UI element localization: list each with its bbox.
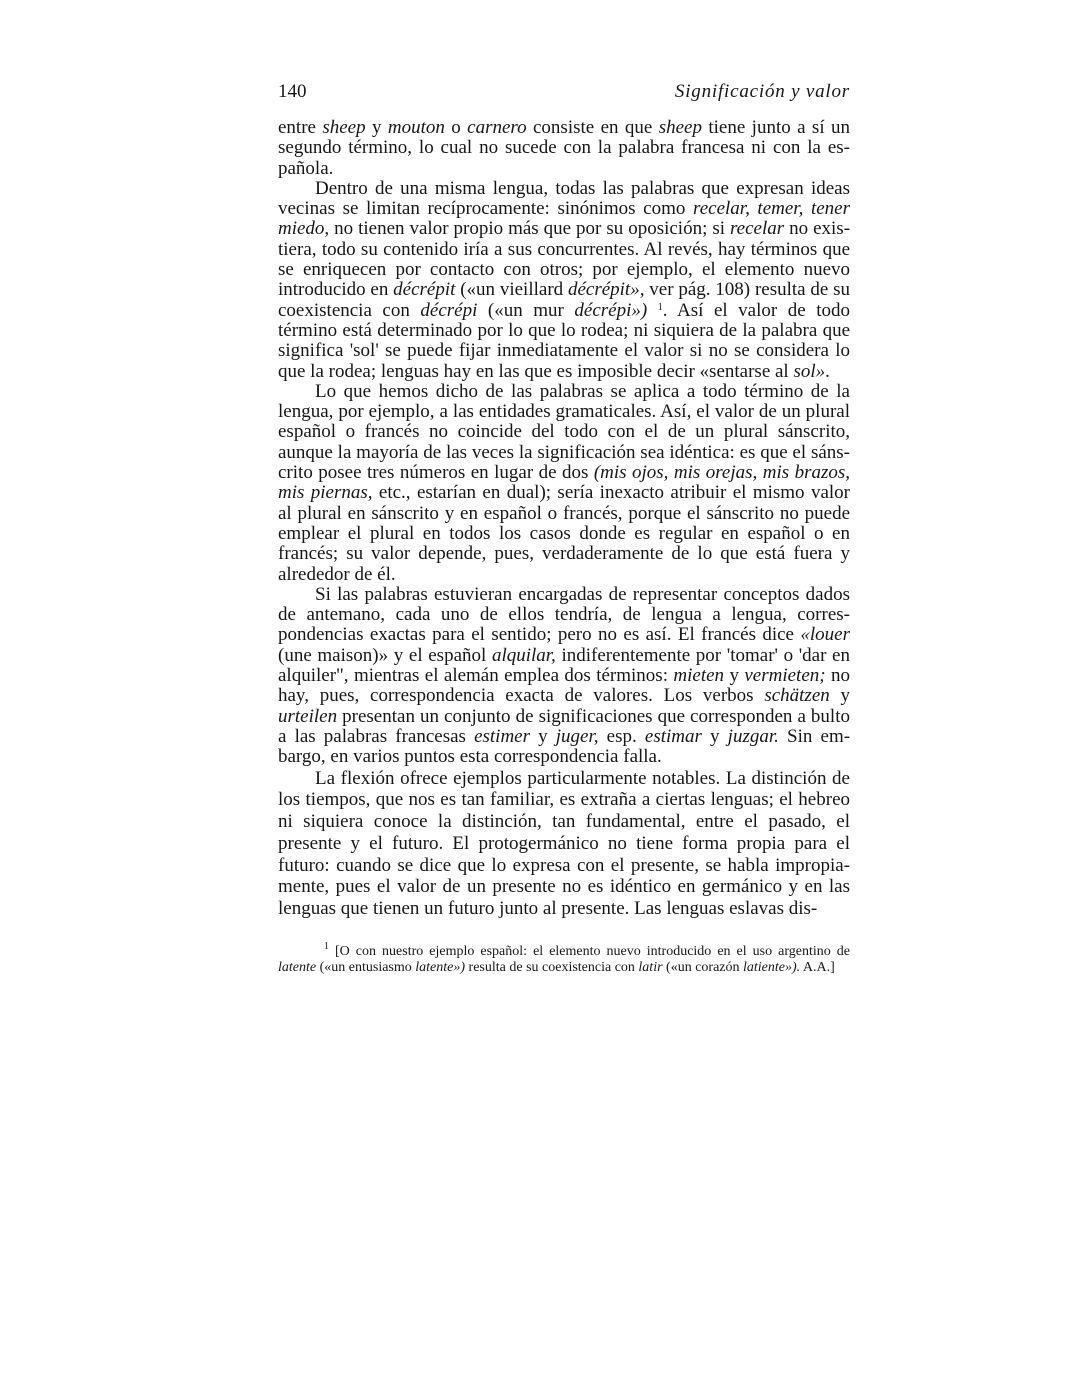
text-run: no tienen valor propio más que por su oposición; si	[329, 218, 730, 240]
text-run: no hay, pues, correspondencia exacta de valores. Los verbos	[278, 665, 850, 707]
italic-term: latir	[638, 960, 663, 976]
italic-term: recelar, temer, tener miedo,	[278, 198, 850, 240]
italic-term: décrépi»)	[574, 299, 648, 321]
italic-term: latente»)	[415, 960, 466, 976]
italic-term: juzgar.	[727, 725, 779, 747]
text-run: .	[825, 360, 830, 382]
italic-term: carnero	[467, 117, 527, 138]
text-run: ver pág. 108) resulta de su coexistencia con	[278, 279, 851, 321]
text-run: («un entusiasmo	[316, 960, 416, 976]
page-header	[278, 80, 850, 104]
italic-term: juger,	[555, 725, 599, 747]
text-run: («un corazón	[662, 960, 744, 976]
italic-term: sol»	[793, 360, 826, 382]
paragraph	[278, 585, 850, 768]
text-run: y	[530, 725, 556, 747]
italic-term: sheep	[658, 117, 702, 138]
text-run: (une maison)» y el español	[278, 644, 492, 666]
footnote	[278, 941, 850, 976]
italic-term: (mis ojos, mis orejas, mis brazos, mis piernas,	[278, 462, 850, 504]
italic-term: recelar	[729, 218, 785, 240]
text-run: y	[701, 725, 728, 747]
text-run	[647, 300, 658, 321]
body-text	[278, 118, 850, 920]
italic-term: estimer	[474, 725, 530, 747]
text-run: y	[724, 665, 745, 687]
italic-term: mieten	[673, 665, 725, 687]
paragraph	[278, 382, 850, 585]
text-run: entre	[278, 117, 323, 138]
text-run: Lo que hemos dicho de las palabras se aplica a todo término de la lengua, por ejemplo, a las entidades gramaticales. Así, el valor de un plural español o francés no coincide del todo con el de un plural sánscrito, aunque la mayoría de las veces la significación sea idéntica: es que el sánscrito posee tres números en lugar de dos	[278, 380, 850, 484]
text-run: A.A.]	[800, 960, 835, 976]
page-number: 140	[278, 81, 307, 102]
paragraph	[278, 118, 850, 179]
italic-term: sheep	[322, 117, 366, 138]
text-run: o	[444, 117, 468, 138]
text-run: resulta de su coexistencia con	[465, 960, 639, 976]
footnote-marker: 1	[324, 941, 329, 953]
text-run: no existiera, todo su contenido iría a sus concurrentes. Al revés, hay términos que se enriquecen por contacto con otros; por ejemplo, el elemento nuevo introducido en	[278, 218, 851, 301]
text-run: consiste en que	[526, 117, 659, 138]
italic-term: urteilen	[278, 705, 338, 727]
book-page	[278, 80, 850, 976]
text-run: presentan un conjunto de significaciones que corresponden a bulto a las palabras francesas	[278, 705, 850, 747]
text-run: esp.	[598, 725, 645, 747]
text-run: tiene junto a sí un segundo término, lo cual no sucede con la palabra francesa ni con la española.	[278, 117, 850, 179]
italic-term: schätzen	[764, 685, 830, 707]
text-run: («un vieillard	[455, 279, 568, 301]
footnote-marker: 1	[657, 301, 663, 313]
text-run: («un mur	[477, 299, 575, 321]
text-run: etc., estarían en dual); sería inexacto atribuir el mismo valor al plural en sánscrito y en español o francés, porque el sánscrito no puede emplear el plural en todos los casos donde es regular en español o en francés; su valor depende, pues, verdaderamente de lo que está fuera y alrededor de él.	[278, 482, 850, 585]
italic-term: décrépi	[420, 299, 478, 321]
text-run: y	[829, 685, 851, 707]
footnotes	[278, 941, 850, 976]
text-run: [O con nuestro ejemplo español: el elemento nuevo introducido en el uso argentino de	[329, 944, 850, 960]
italic-term: latiente»).	[743, 960, 801, 976]
italic-term: «louer	[800, 624, 850, 646]
italic-term: décrépit»,	[567, 279, 645, 301]
paragraph	[278, 768, 850, 921]
italic-term: décrépit	[393, 279, 456, 301]
running-title: Significación y valor	[674, 81, 850, 102]
text-run: Si las palabras estuvieran encargadas de representar conceptos dados de antemano, cada uno de ellos tendría, de lengua a lengua, correspondencias exactas para el sentido; pero no es así. El francés dice	[278, 583, 850, 646]
italic-term: estimar	[644, 725, 702, 747]
italic-term: mouton	[387, 117, 445, 138]
text-run: Sin embargo, en varios puntos esta correspondencia falla.	[278, 725, 851, 768]
text-run: . Así el valor de todo término está determinado por lo que lo rodea; ni siquiera de la palabra que significa 'sol' se puede fijar inmediatamente el valor si no se considera lo que la rodea; lenguas hay en las que es imposible decir «sentarse al	[278, 299, 851, 382]
paragraph	[278, 179, 850, 382]
italic-term: alquilar,	[491, 644, 556, 666]
text-run: La flexión ofrece ejemplos particularmente notables. La distinción de los tiempos, que nos es tan familiar, es extraña a ciertas lenguas; el hebreo ni siquiera conoce la distinción, tan fundamental, entre el pasado, el presente y el futuro. El protogermánico no tiene forma propia para el futuro: cuando se dice que lo expresa con el presente, se habla impropiamente, pues el valor de un presente no es idéntico en germánico y en las lenguas que tienen un futuro junto al presente. Las lenguas eslavas dis-	[278, 767, 850, 920]
text-run: indiferentemente por 'tomar' o 'dar en alquiler", mientras el alemán emplea dos términos:	[278, 644, 850, 687]
italic-term: vermieten;	[744, 665, 826, 687]
italic-term: latente	[278, 960, 317, 976]
text-run: y	[365, 117, 388, 138]
text-run: Dentro de una misma lengua, todas las palabras que expresan ideas vecinas se limitan recíprocamente: sinónimos como	[278, 177, 850, 220]
